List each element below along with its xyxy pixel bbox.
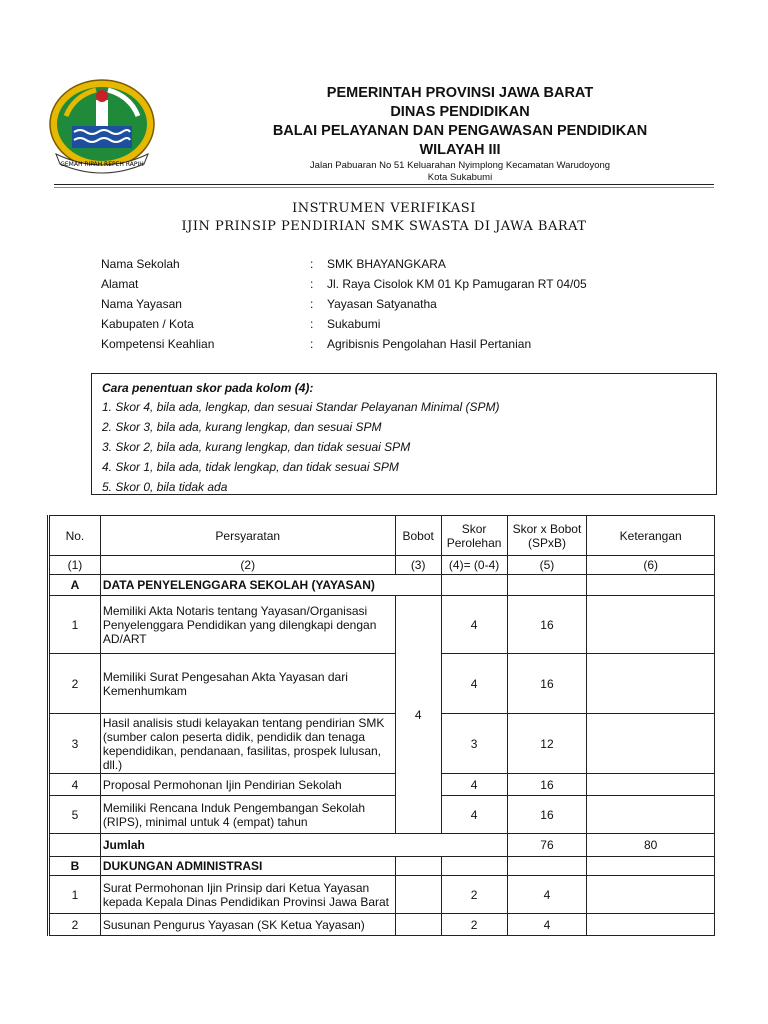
title-line-2: IJIN PRINSIP PENDIRIAN SMK SWASTA DI JAWA BARAT (181, 219, 587, 234)
jumlah-row (49, 834, 715, 857)
section-code: A (49, 575, 101, 596)
document-title (0, 200, 768, 236)
row-text: Memiliki Rencana Induk Pengembangan Sekolah (RIPS), minimal untuk 4 (empat) tahun (100, 796, 395, 834)
empty-cell (441, 857, 507, 876)
row-text: Memiliki Akta Notaris tentang Yayasan/Organisasi Penyelenggara Pendidikan yang dilengkapi dengan AD/ART (100, 596, 395, 654)
row-skor: 2 (441, 914, 507, 936)
header-rule-thin (54, 187, 714, 188)
row-no: 1 (49, 876, 101, 914)
row-sxb: 16 (507, 796, 587, 834)
identity-value: SMK BHAYANGKARA (327, 257, 446, 271)
row-ket (587, 876, 715, 914)
row-sxb: 4 (507, 914, 587, 936)
empty-cell (395, 857, 441, 876)
header-skorxbobot: Skor x Bobot (SPxB) (507, 516, 587, 556)
row-no: 1 (49, 596, 101, 654)
identity-label: Nama Yayasan (101, 297, 182, 311)
colnum: (5) (507, 556, 587, 575)
row-text: Surat Permohonan Ijin Prinsip dari Ketua Yayasan kepada Kepala Dinas Pendidikan Provinsi Jawa Barat (100, 876, 395, 914)
colnum: (4)= (0-4) (441, 556, 507, 575)
verification-table (47, 515, 715, 936)
jumlah-label: Jumlah (100, 834, 507, 857)
colnum: (3) (395, 556, 441, 575)
identity-colon: : (310, 257, 314, 271)
table-row (49, 654, 715, 714)
row-text: Hasil analisis studi kelayakan tentang pendirian SMK (sumber calon peserta didik, pendidik dan tenaga kependidikan, pendanaan, fasilitas, prospek lulusan, dll.) (100, 714, 395, 774)
table-row (49, 714, 715, 774)
table-row (49, 774, 715, 796)
table-row (49, 876, 715, 914)
header-rule (54, 184, 714, 185)
row-no: 2 (49, 914, 101, 936)
org-address-2: Kota Sukabumi (427, 172, 493, 183)
row-ket (587, 654, 715, 714)
header-bobot: Bobot (395, 516, 441, 556)
school-identity (101, 255, 661, 355)
section-title: DATA PENYELENGGARA SEKOLAH (YAYASAN) (100, 575, 441, 596)
organization-block (200, 84, 720, 184)
jumlah-ket: 80 (587, 834, 715, 857)
table-row (49, 796, 715, 834)
row-skor: 3 (441, 714, 507, 774)
row-ket (587, 596, 715, 654)
row-sxb: 16 (507, 654, 587, 714)
empty-cell (507, 575, 587, 596)
identity-value: Agribisnis Pengolahan Hasil Pertanian (327, 337, 532, 351)
colnum: (1) (49, 556, 101, 575)
identity-value: Sukabumi (327, 317, 381, 331)
row-skor: 4 (441, 796, 507, 834)
row-sxb: 16 (507, 596, 587, 654)
identity-label: Kompetensi Keahlian (101, 337, 215, 351)
section-title: DUKUNGAN ADMINISTRASI (100, 857, 395, 876)
identity-value: Yayasan Satyanatha (327, 297, 437, 311)
identity-row (101, 275, 661, 295)
row-no: 5 (49, 796, 101, 834)
identity-value: Jl. Raya Cisolok KM 01 Kp Pamugaran RT 04/05 (327, 277, 587, 291)
org-line-1: PEMERINTAH PROVINSI JAWA BARAT (326, 85, 594, 101)
identity-colon: : (310, 337, 314, 351)
colnum: (2) (100, 556, 395, 575)
scoring-item: 2. Skor 3, bila ada, kurang lengkap, dan sesuai SPM (102, 420, 382, 434)
org-line-3: BALAI PELAYANAN DAN PENGAWASAN PENDIDIKAN (272, 123, 648, 139)
svg-text:GEMAH RIPAH REPEH RAPIH: GEMAH RIPAH REPEH RAPIH (60, 161, 144, 168)
row-skor: 4 (441, 774, 507, 796)
scoring-heading: Cara penentuan skor pada kolom (4): (102, 381, 314, 395)
identity-row (101, 255, 661, 275)
row-skor: 4 (441, 654, 507, 714)
identity-label: Kabupaten / Kota (101, 317, 194, 331)
row-text: Proposal Permohonan Ijin Pendirian Sekolah (100, 774, 395, 796)
org-line-4: WILAYAH III (419, 142, 501, 158)
letterhead (0, 0, 768, 190)
empty-cell (587, 575, 715, 596)
column-number-row (49, 556, 715, 575)
scoring-instructions (91, 373, 717, 495)
title-line-1: INSTRUMEN VERIFIKASI (292, 201, 476, 216)
header-skor: Skor Perolehan (441, 516, 507, 556)
row-no: 4 (49, 774, 101, 796)
empty-cell (49, 834, 101, 857)
scoring-item: 1. Skor 4, bila ada, lengkap, dan sesuai Standar Pelayanan Minimal (SPM) (102, 400, 500, 414)
empty-cell (395, 876, 441, 914)
org-line-2: DINAS PENDIDIKAN (390, 104, 530, 120)
header-persyaratan: Persyaratan (100, 516, 395, 556)
row-no: 3 (49, 714, 101, 774)
identity-colon: : (310, 297, 314, 311)
identity-row (101, 335, 661, 355)
scoring-item: 5. Skor 0, bila tidak ada (102, 480, 228, 494)
section-a-bobot: 4 (395, 596, 441, 834)
row-text: Memiliki Surat Pengesahan Akta Yayasan dari Kemenhumkam (100, 654, 395, 714)
table-header-row (49, 516, 715, 556)
row-ket (587, 914, 715, 936)
colnum: (6) (587, 556, 715, 575)
identity-colon: : (310, 277, 314, 291)
row-ket (587, 774, 715, 796)
row-no: 2 (49, 654, 101, 714)
row-sxb: 4 (507, 876, 587, 914)
identity-label: Alamat (101, 277, 139, 291)
org-address-1: Jalan Pabuaran No 51 Keluarahan Nyimplong Kecamatan Warudoyong (309, 160, 611, 171)
row-ket (587, 796, 715, 834)
row-ket (587, 714, 715, 774)
section-code: B (49, 857, 101, 876)
table-row (49, 596, 715, 654)
empty-cell (507, 857, 587, 876)
table-row (49, 914, 715, 936)
row-skor: 2 (441, 876, 507, 914)
scoring-item: 3. Skor 2, bila ada, kurang lengkap, dan tidak sesuai SPM (102, 440, 411, 454)
identity-row (101, 295, 661, 315)
row-text: Susunan Pengurus Yayasan (SK Ketua Yayasan) (100, 914, 395, 936)
header-keterangan: Keterangan (587, 516, 715, 556)
empty-cell (395, 914, 441, 936)
row-sxb: 12 (507, 714, 587, 774)
header-no: No. (49, 516, 101, 556)
empty-cell (441, 575, 507, 596)
jumlah-sxb: 76 (507, 834, 587, 857)
identity-label: Nama Sekolah (101, 257, 180, 271)
empty-cell (587, 857, 715, 876)
section-b-row (49, 857, 715, 876)
row-sxb: 16 (507, 774, 587, 796)
section-a-row (49, 575, 715, 596)
identity-colon: : (310, 317, 314, 331)
row-skor: 4 (441, 596, 507, 654)
west-java-emblem-logo (46, 76, 158, 176)
identity-row (101, 315, 661, 335)
scoring-item: 4. Skor 1, bila ada, tidak lengkap, dan tidak sesuai SPM (102, 460, 399, 474)
